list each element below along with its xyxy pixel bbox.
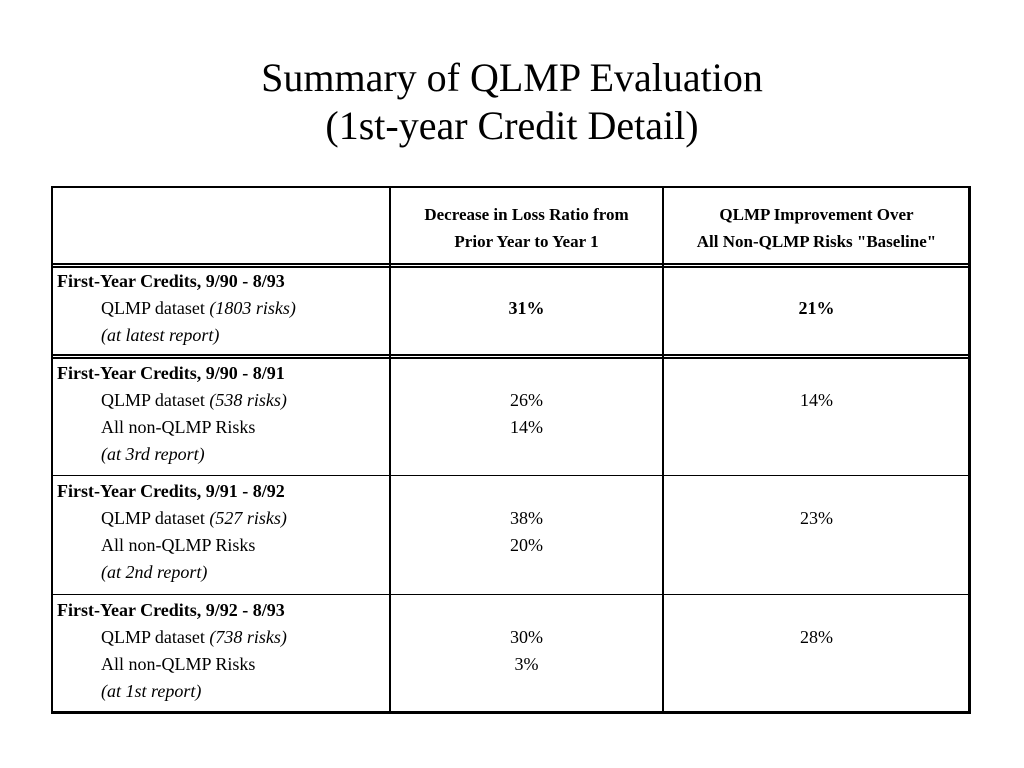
row-0-improvement	[664, 295, 969, 322]
row-2-dataset-label: QLMP dataset	[101, 508, 205, 528]
page-title	[0, 54, 1024, 150]
row-3-label	[57, 597, 387, 705]
row-3-decrease-nonqlmp: 3%	[514, 654, 539, 674]
row-2-improvement-value: 23%	[800, 508, 833, 528]
row-3-decrease	[391, 624, 662, 678]
row-2-dataset	[57, 505, 387, 532]
row-2-title: First-Year Credits, 9/91 - 8/92	[57, 481, 285, 501]
row-0-title: First-Year Credits, 9/90 - 8/93	[57, 271, 285, 291]
row-1-improvement	[664, 387, 969, 414]
row-1-title: First-Year Credits, 9/90 - 8/91	[57, 363, 285, 383]
row-1-decrease-nonqlmp: 14%	[510, 417, 543, 437]
title-line-1: Summary of QLMP Evaluation	[261, 55, 763, 100]
row-3-decrease-qlmp: 30%	[510, 627, 543, 647]
header-decrease	[391, 201, 662, 255]
row-2-label	[57, 478, 387, 586]
row-0-improvement-value: 21%	[798, 298, 835, 318]
row-3-improvement-value: 28%	[800, 627, 833, 647]
row-3-report: (at 1st report)	[101, 681, 202, 701]
row-1-dataset-risks: (538 risks)	[209, 390, 287, 410]
title-line-2: (1st-year Credit Detail)	[325, 103, 699, 148]
header-improvement-line-2: All Non-QLMP Risks "Baseline"	[696, 232, 937, 251]
row-0-decrease-value: 31%	[508, 298, 545, 318]
row-3-dataset	[57, 624, 387, 651]
row-divider-3	[53, 594, 968, 595]
row-divider-2	[53, 475, 968, 476]
row-1-nonqlmp-label: All non-QLMP Risks	[101, 417, 256, 437]
summary-table	[51, 186, 971, 714]
row-1-decrease	[391, 387, 662, 441]
row-1-label	[57, 360, 387, 468]
row-1-decrease-qlmp: 26%	[510, 390, 543, 410]
header-improvement-line-1: QLMP Improvement Over	[719, 205, 914, 224]
row-0-dataset-label: QLMP dataset	[101, 298, 205, 318]
row-0-decrease	[391, 295, 662, 322]
row-2-nonqlmp-label: All non-QLMP Risks	[101, 535, 256, 555]
row-2-dataset-risks: (527 risks)	[209, 508, 287, 528]
row-2-report: (at 2nd report)	[101, 562, 208, 582]
row-2-decrease-qlmp: 38%	[510, 508, 543, 528]
header-decrease-line-1: Decrease in Loss Ratio from	[424, 205, 629, 224]
row-1-improvement-value: 14%	[800, 390, 833, 410]
row-1-dataset	[57, 387, 387, 414]
row-3-dataset-label: QLMP dataset	[101, 627, 205, 647]
header-improvement	[664, 201, 969, 255]
row-2-improvement	[664, 505, 969, 532]
row-3-title: First-Year Credits, 9/92 - 8/93	[57, 600, 285, 620]
row-3-improvement	[664, 624, 969, 651]
row-0-dataset	[57, 295, 387, 322]
row-2-decrease	[391, 505, 662, 559]
row-0-label	[57, 268, 387, 349]
row-1-report: (at 3rd report)	[101, 444, 205, 464]
row-0-report: (at latest report)	[101, 325, 220, 345]
header-decrease-line-2: Prior Year to Year 1	[454, 232, 599, 251]
row-1-dataset-label: QLMP dataset	[101, 390, 205, 410]
row-divider-1	[53, 354, 968, 359]
row-0-dataset-risks: (1803 risks)	[209, 298, 296, 318]
row-3-nonqlmp-label: All non-QLMP Risks	[101, 654, 256, 674]
row-2-decrease-nonqlmp: 20%	[510, 535, 543, 555]
row-3-dataset-risks: (738 risks)	[209, 627, 287, 647]
